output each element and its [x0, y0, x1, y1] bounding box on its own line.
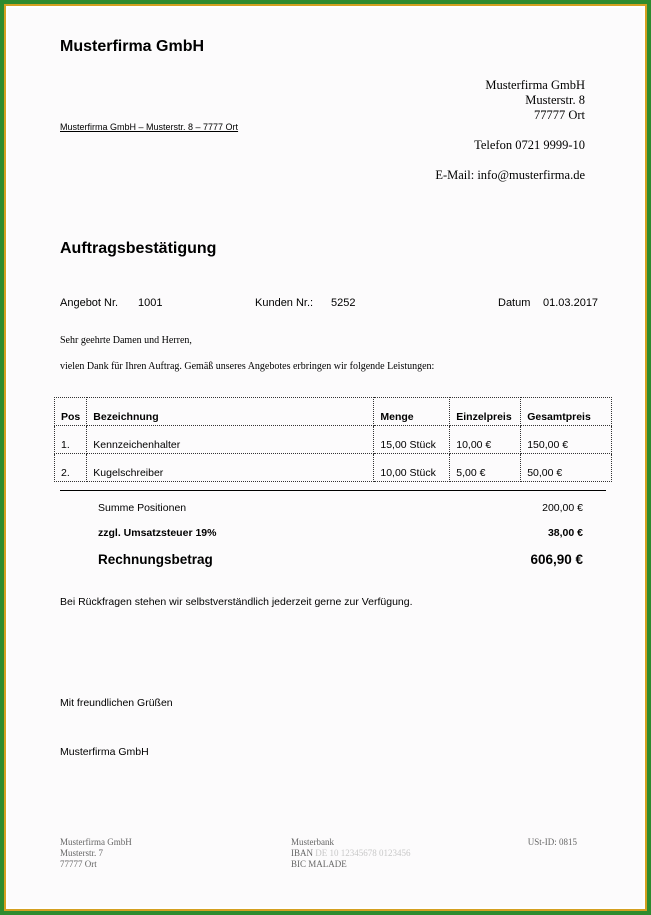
column-header-description: Bezeichnung: [87, 398, 374, 426]
tax-value: 38,00 €: [547, 527, 583, 539]
signature: Musterfirma GmbH: [60, 746, 149, 758]
document-page: [8, 8, 643, 907]
total-amount-value: 606,90 €: [530, 552, 583, 567]
cell-pos: 2.: [55, 454, 87, 482]
footer-line: 77777 Ort: [60, 859, 97, 869]
closing-note: Bei Rückfragen stehen wir selbstverständlich jederzeit gerne zur Verfügung.: [60, 596, 413, 608]
cell-description: Kugelschreiber: [87, 454, 374, 482]
footer-bank: [291, 837, 411, 870]
sender-line: Musterfirma GmbH – Musterstr. 8 – 7777 Ort: [60, 122, 239, 132]
sum-positions-value: 200,00 €: [542, 502, 583, 514]
customer-number-label: Kunden Nr.:: [255, 297, 314, 309]
address-line: Musterfirma GmbH: [485, 78, 585, 92]
greeting: Mit freundlichen Grüßen: [60, 697, 173, 709]
cell-total-price: 150,00 €: [521, 426, 612, 454]
phone-number: Telefon 0721 9999-10: [474, 138, 585, 152]
cell-unit-price: 5,00 €: [450, 454, 521, 482]
footer-iban-label: IBAN: [291, 848, 313, 858]
footer-bic: BIC MALADE: [291, 859, 347, 869]
email-address: E-Mail: info@musterfirma.de: [435, 168, 585, 182]
column-header-pos: Pos: [55, 398, 87, 426]
footer-iban: [291, 848, 411, 859]
footer-vat-id: USt-ID: 0815: [527, 837, 577, 847]
offer-number-label: Angebot Nr.: [60, 297, 119, 309]
cell-quantity: 10,00 Stück: [374, 454, 450, 482]
total-amount-label: Rechnungsbetrag: [98, 552, 213, 567]
sum-positions-label: Summe Positionen: [98, 502, 187, 514]
cell-unit-price: 10,00 €: [450, 426, 521, 454]
table-row: [55, 454, 612, 482]
column-header-total-price: Gesamtpreis: [521, 398, 612, 426]
tax-label: zzgl. Umsatzsteuer 19%: [98, 527, 217, 539]
column-header-unit-price: Einzelpreis: [450, 398, 521, 426]
cell-quantity: 15,00 Stück: [374, 426, 450, 454]
customer-number-value: 5252: [331, 297, 356, 309]
footer-bank-name: Musterbank: [291, 837, 334, 847]
intro-text: vielen Dank für Ihren Auftrag. Gemäß unseres Angebotes erbringen wir folgende Leistungen:: [60, 361, 435, 372]
footer-line: Musterstr. 7: [60, 848, 104, 858]
cell-total-price: 50,00 €: [521, 454, 612, 482]
cell-pos: 1.: [55, 426, 87, 454]
items-table: [54, 397, 612, 482]
footer-company: [60, 837, 132, 870]
date-value: 01.03.2017: [543, 297, 599, 309]
column-header-quantity: Menge: [374, 398, 450, 426]
document-title: Auftragsbestätigung: [60, 240, 217, 257]
footer-line: Musterfirma GmbH: [60, 837, 132, 847]
address-line: Musterstr. 8: [525, 93, 585, 107]
company-name: Musterfirma GmbH: [60, 38, 205, 55]
address-line: 77777 Ort: [533, 108, 585, 122]
company-address: [485, 78, 585, 123]
offer-number-value: 1001: [138, 297, 163, 309]
table-row: [55, 426, 612, 454]
salutation: Sehr geehrte Damen und Herren,: [60, 335, 192, 346]
footer-iban-value: DE 10 12345678 0123456: [315, 848, 411, 858]
date-label: Datum: [498, 297, 531, 309]
totals-divider: [60, 490, 606, 491]
table-header-row: [55, 398, 612, 426]
cell-description: Kennzeichenhalter: [87, 426, 374, 454]
